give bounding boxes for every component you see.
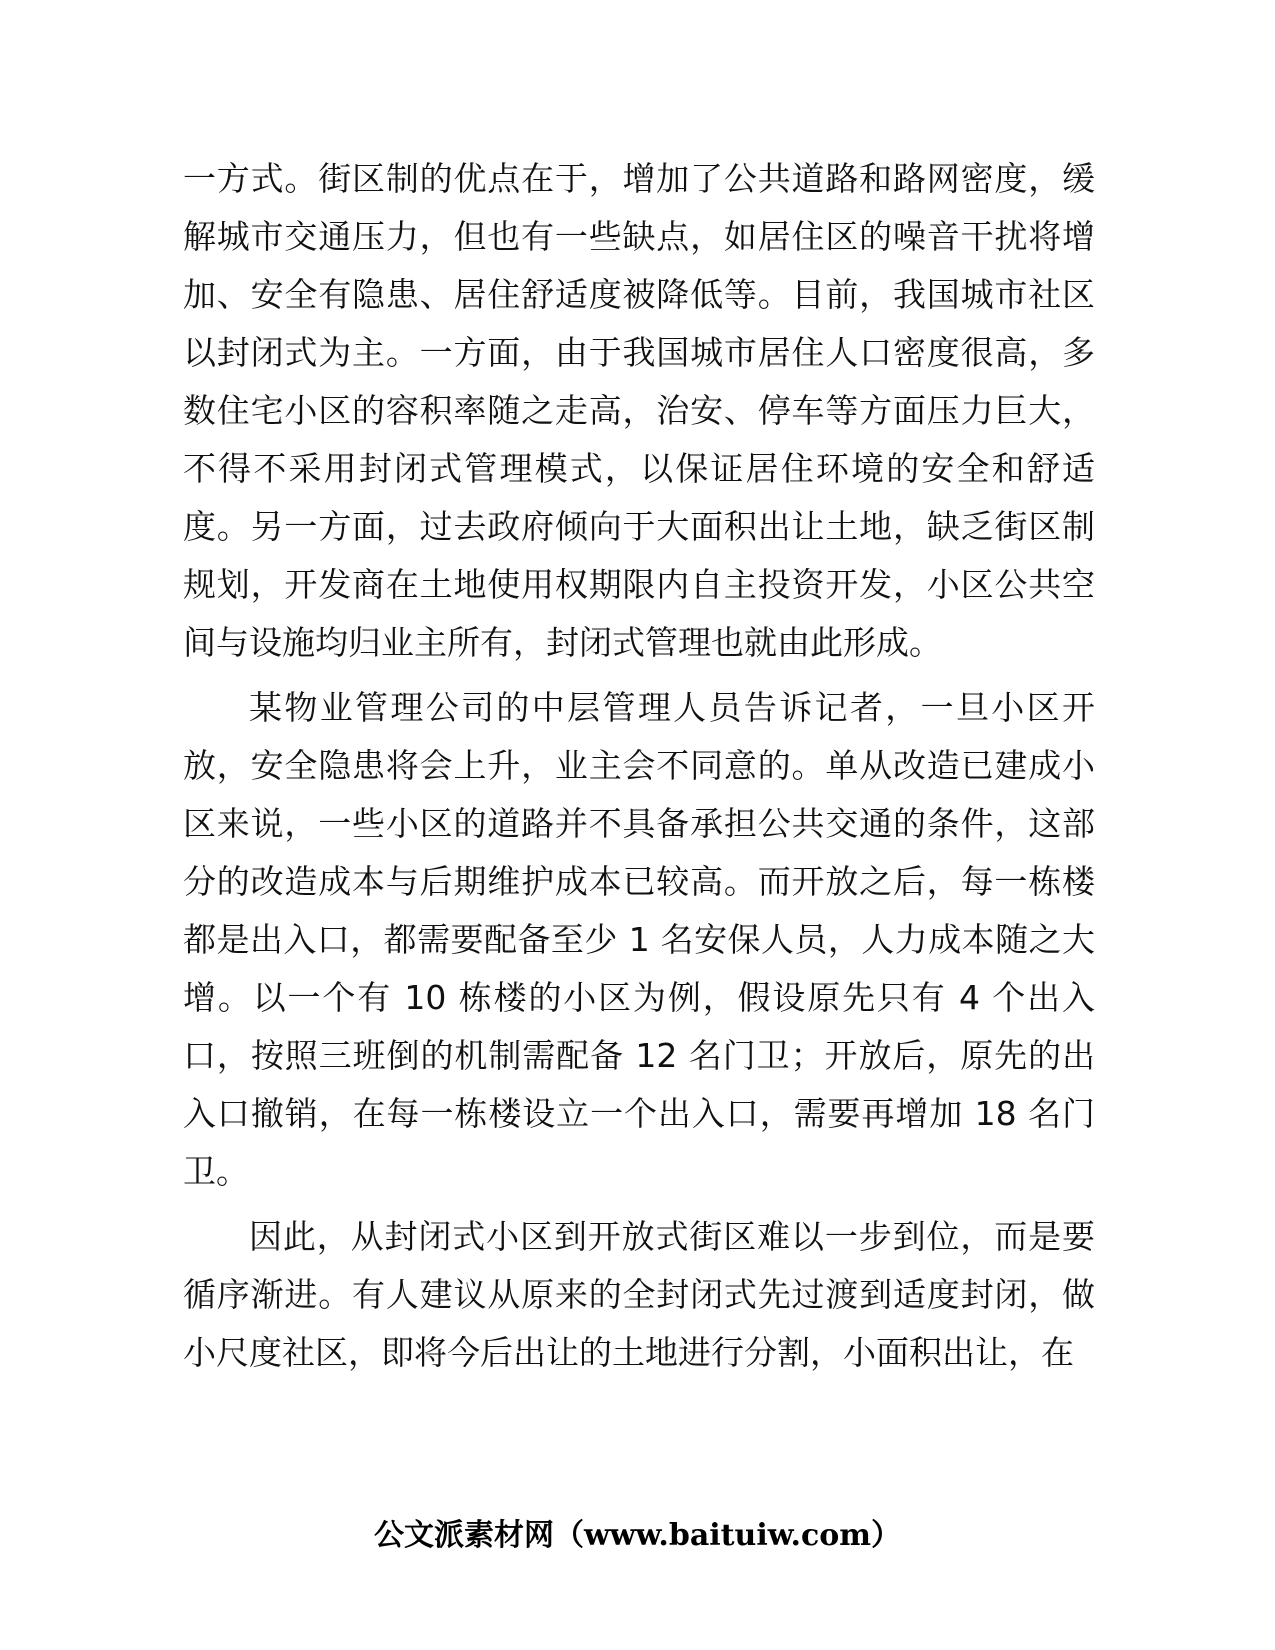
paragraph-conclusion: 因此，从封闭式小区到开放式街区难以一步到位，而是要循序渐进。有人建议从原来的全封闭式先过渡到适度封闭，做小尺度社区，即将今后出让的土地进行分割，小面积出让，在 — [183, 1217, 1095, 1372]
paragraph-continuation: 一方式。街区制的优点在于，增加了公共道路和路网密度，缓解城市交通压力，但也有一些缺点，如居住区的噪音干扰将增加、安全有隐患、居住舒适度被降低等。目前，我国城市社区以封闭式为主。一方面，由于我国城市居住人口密度很高，多数住宅小区的容积率随之走高，治安、停车等方面压力巨大，不得不采用封闭式管理模式，以保证居住环境的安全和舒适度。另一方面，过去政府倾向于大面积出让土地，缺乏街区制规划，开发商在土地使用权期限内自主投资开发，小区公共空间与设施均归业主所有，封闭式管理也就由此形成。 — [183, 159, 1095, 662]
paragraph-property-manager: 某物业管理公司的中层管理人员告诉记者，一旦小区开放，安全隐患将会上升，业主会不同意的。单从改造已建成小区来说，一些小区的道路并不具备承担公共交通的条件，这部分的改造成本与后期维护成本已较高。而开放之后，每一栋楼都是出入口，都需要配备至少 1 名安保人员，人力成本随之大增。以一个有 10 栋楼的小区为例，假设原先只有 4 个出入口，按照三班倒的机制需配备 12 名门卫；开放后，原先的出入口撤销，在每一栋楼设立一个出入口，需要再增加 18 名门卫。 — [183, 688, 1095, 1191]
page-footer: 公文派素材网（www.baituiw.com） — [373, 1518, 902, 1553]
document-body — [183, 150, 1095, 1389]
